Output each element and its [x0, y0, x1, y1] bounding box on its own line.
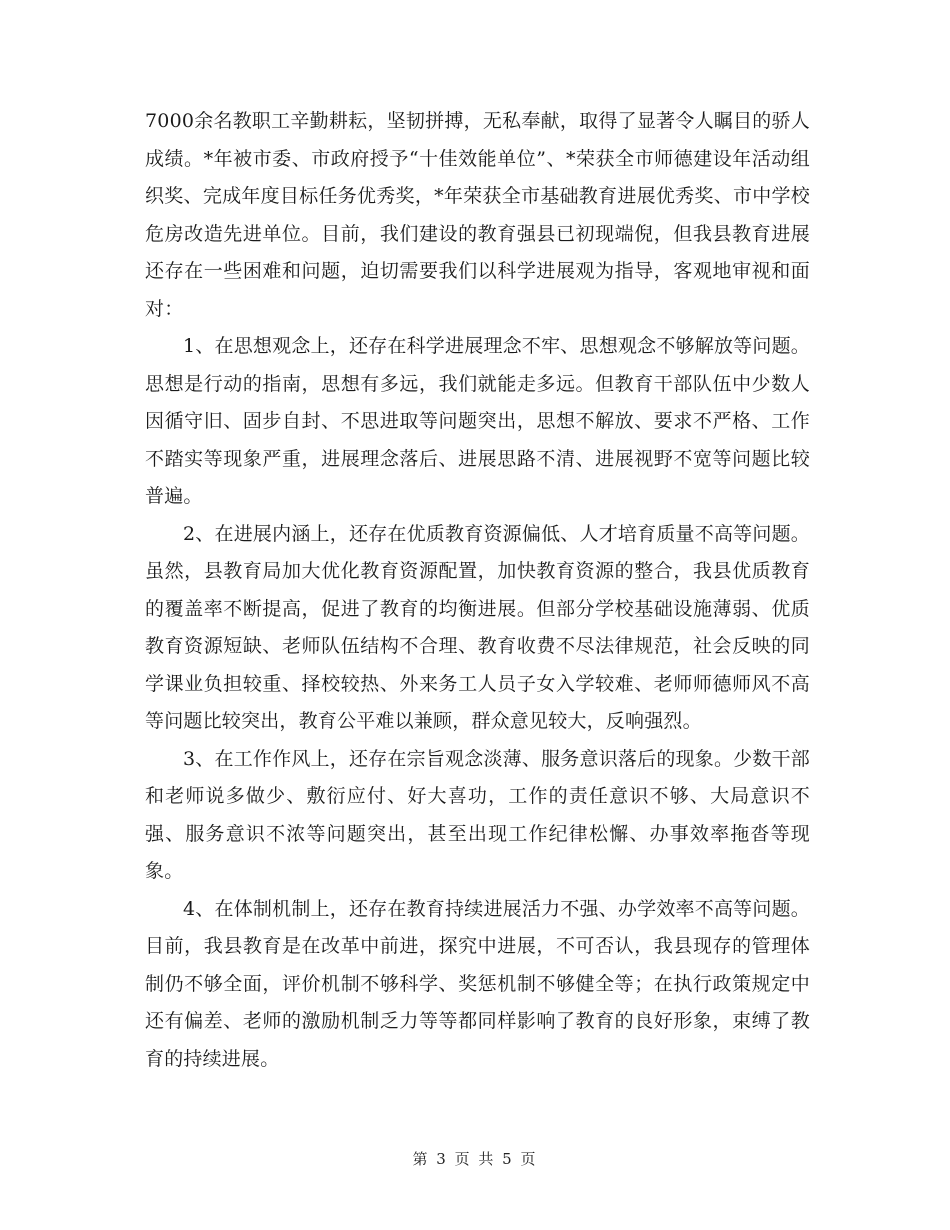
paragraph-ideology: 1、在思想观念上，还存在科学进展理念不牢、思想观念不够解放等问题。思想是行动的指南，思想有多远，我们就能走多远。但教育干部队伍中少数人因循守旧、固步自封、不思进取等问题突出，思想不解放、要求不严格、工作不踏实等现象严重，进展理念落后、进展思路不清、进展视野不宽等问题比较普遍。 — [145, 335, 810, 507]
document-body — [145, 103, 810, 1078]
paragraph-work-style: 3、在工作作风上，还存在宗旨观念淡薄、服务意识落后的现象。少数干部和老师说多做少、敷衍应付、好大喜功，工作的责任意识不够、大局意识不强、服务意识不浓等问题突出，甚至出现工作纪律松懈、办事效率拖沓等现象。 — [145, 747, 810, 882]
paragraph-institutional-mechanism: 4、在体制机制上，还存在教育持续进展活力不强、办学效率不高等问题。目前，我县教育是在改革中前进，探究中进展，不可否认，我县现存的管理体制仍不够全面，评价机制不够科学、奖惩机制不够健全等；在执行政策规定中还有偏差、老师的激励机制乏力等等都同样影响了教育的良好形象，束缚了教育的持续进展。 — [145, 897, 810, 1070]
page-number-footer: 第 3 页 共 5 页 — [412, 1150, 538, 1168]
paragraph-development-connotation: 2、在进展内涵上，还存在优质教育资源偏低、人才培育质量不高等问题。虽然，县教育局加大优化教育资源配置，加快教育资源的整合，我县优质教育的覆盖率不断提高，促进了教育的均衡进展。但部分学校基础设施薄弱、优质教育资源短缺、老师队伍结构不合理、教育收费不尽法律规范，社会反映的同学课业负担较重、择校较热、外来务工人员子女入学较难、老师师德师风不高等问题比较突出，教育公平难以兼顾，群众意见较大，反响强烈。 — [145, 522, 810, 732]
paragraph-intro: 7000余名教职工辛勤耕耘，坚韧拼搏，无私奉献，取得了显著令人瞩目的骄人成绩。*年被市委、市政府授予“十佳效能单位”、*荣获全市师德建设年活动组织奖、完成年度目标任务优秀奖，*年荣获全市基础教育进展优秀奖、市中学校危房改造先进单位。目前，我们建设的教育强县已初现端倪，但我县教育进展还存在一些困难和问题，迫切需要我们以科学进展观为指导，客观地审视和面对： — [145, 110, 810, 320]
